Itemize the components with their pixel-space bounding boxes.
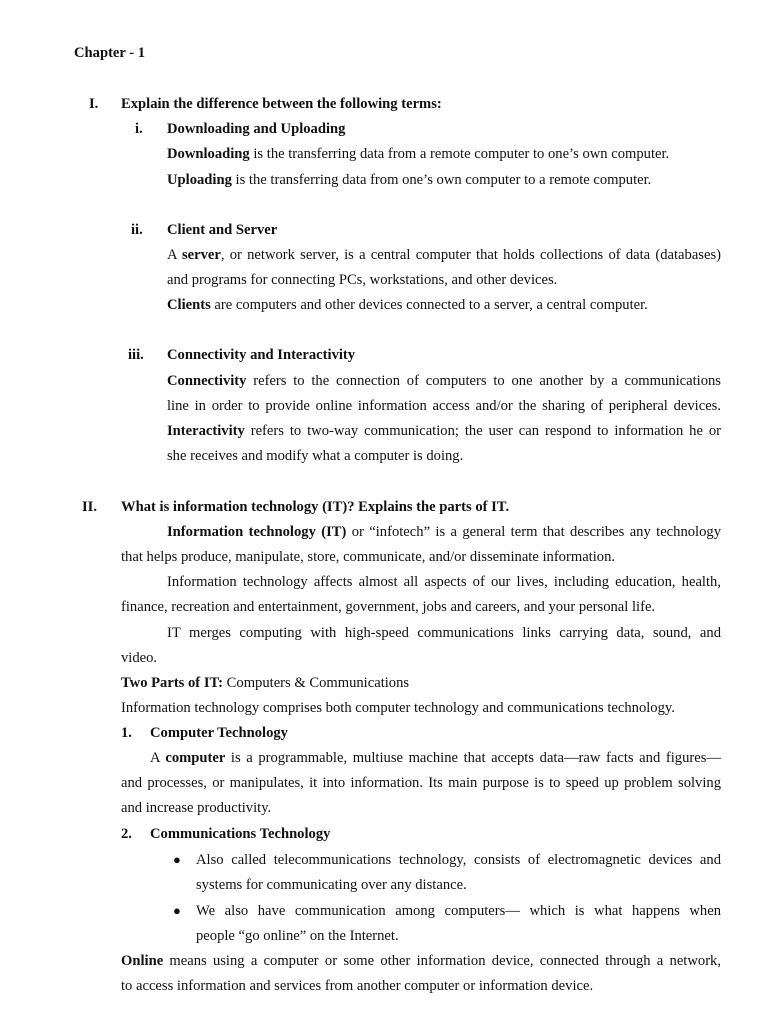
paragraph-line: and processes, or manipulates, it into information. Its main purpose is to speed up problem solving [121, 775, 721, 791]
section-heading: Explain the difference between the following terms: [121, 96, 442, 112]
paragraph-line: that helps produce, manipulate, store, communicate, and/or disseminate information. [121, 549, 616, 565]
two-parts-line: Two Parts of IT: Computers & Communications [121, 675, 410, 691]
item-number: iii. [128, 347, 144, 363]
definition-line: Interactivity refers to two-way communication; the user can respond to information he or [167, 423, 721, 439]
part-number: 1. [121, 725, 132, 741]
paragraph-line: Online means using a computer or some other information device, connected through a network, [121, 953, 721, 969]
bullet-line: We also have communication among computers— which is what happens when [196, 903, 721, 919]
item-heading: Downloading and Uploading [167, 121, 346, 137]
chapter-title: Chapter - 1 [74, 45, 146, 61]
bullet-icon: ● [173, 903, 181, 918]
part-heading: Communications Technology [150, 826, 331, 842]
paragraph-line: video. [121, 650, 158, 666]
paragraph-line: A computer is a programmable, multiuse machine that accepts data—raw facts and figures— [150, 750, 721, 766]
paragraph-line: finance, recreation and entertainment, government, jobs and careers, and your personal life. [121, 599, 656, 615]
paragraph-line: Information technology comprises both computer technology and communications technology. [121, 700, 675, 716]
bullet-line: people “go online” on the Internet. [196, 928, 399, 944]
paragraph-line: Information technology (IT) or “infotech” is a general term that describes any technology [167, 524, 721, 540]
part-number: 2. [121, 826, 132, 842]
definition-line: and programs for connecting PCs, workstations, and other devices. [167, 272, 558, 288]
section-number: I. [89, 96, 99, 112]
definition-line: line in order to provide online information access and/or the sharing of peripheral devices. [167, 398, 721, 414]
bullet-line: systems for communicating over any distance. [196, 877, 467, 893]
definition-line: Clients are computers and other devices connected to a server, a central computer. [167, 297, 648, 313]
part-heading: Computer Technology [150, 725, 288, 741]
item-heading: Client and Server [167, 222, 278, 238]
definition-line: A server, or network server, is a central computer that holds collections of data (databases) [167, 247, 721, 263]
bullet-icon: ● [173, 852, 181, 867]
definition-line: she receives and modify what a computer is doing. [167, 448, 464, 464]
item-heading: Connectivity and Interactivity [167, 347, 356, 363]
bullet-line: Also called telecommunications technology, consists of electromagnetic devices and [196, 852, 721, 868]
section-heading: What is information technology (IT)? Explains the parts of IT. [121, 499, 510, 515]
paragraph-line: IT merges computing with high-speed communications links carrying data, sound, and [167, 625, 721, 641]
paragraph-line: and increase productivity. [121, 800, 272, 816]
paragraph-line: to access information and services from another computer or information device. [121, 978, 594, 994]
definition-line: Downloading is the transferring data from a remote computer to one’s own computer. [167, 146, 670, 162]
item-number: i. [135, 121, 143, 137]
definition-line: Uploading is the transferring data from one’s own computer to a remote computer. [167, 172, 652, 188]
item-number: ii. [131, 222, 143, 238]
section-number: II. [82, 499, 98, 515]
paragraph-line: Information technology affects almost all aspects of our lives, including education, health, [167, 574, 721, 590]
definition-line: Connectivity refers to the connection of computers to one another by a communications [167, 373, 721, 389]
